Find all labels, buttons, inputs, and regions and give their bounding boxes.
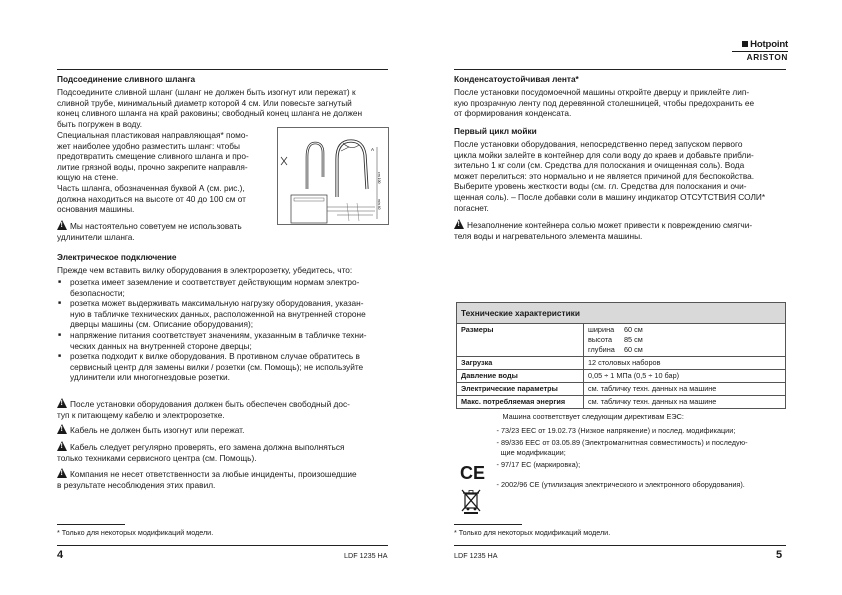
electric-warning-1: !После установки оборудования должен быть обеспечен свободный дос- туп к питающему кабелю и электророзетке. [57,398,397,420]
bottom-rule-left [57,545,388,546]
page-number-left: 4 [57,549,64,561]
drain-guide-paragraph: Специальная пластиковая направляющая* помо- жет наиболее удобно разместить шланг: чтобы предотвратить смещение сливного шланга и про- литие грязной воды, прочно закрепите направля- ющую на стене. Часть шланга, обозначенная буквой А (см. рис.), должна находиться на высоте от 40 до 100 см от основания машины. [57,130,249,215]
electric-heading: Электрическое подключение [57,252,177,262]
list-item: ■ розетка имеет заземление и соответствует действующим нормам электро- безопасности; [57,277,397,298]
electric-intro: Прежде чем вставить вилку оборудования в электророзетку, убедитесь, что: [57,265,353,275]
footnote-left: * Только для некоторых модификаций модели. [57,528,214,537]
table-row: Электрические параметры см. табличку техн. данных на машине [457,383,786,396]
table-row: Давление воды 0,05 ÷ 1 МПа (0,5 ÷ 10 бар) [457,370,786,383]
warning-icon [57,441,67,451]
model-right: LDF 1235 HA [454,551,498,560]
electric-warning-4: !Компания не несет ответственности за любые инциденты, произошедшие в результате несоблюдения этих правил. [57,468,397,490]
spec-table [456,302,786,516]
first-wash-warning: !Незаполнение контейнера солью может привести к повреждению смягчи- теля воды и нагревательного элемента машины. [454,219,790,241]
drain-heading: Подсоединение сливного шланга [57,74,196,84]
fig-label-min: min 40 [377,199,381,210]
electric-warning-2: !Кабель не должен быть изогнут или пережат. [57,424,397,436]
first-wash-paragraph: После установки оборудования, непосредственно перед запуском первого цикла мойки залейте в контейнер для соли воду до краев и добавьте прибли- зительно 1 кг соли (см. Средства для полоскания и очищенная соль). Вода может перелиться: это нормально и не является причиной для беспокойства. Выберите уровень жесткости воды (см. гл. Средства для полоскания и очи- щенная соль). – После добавки соли в машину индикатор ОТСУТСТВИЯ СОЛИ* погаснет. [454,139,766,213]
table-row [457,303,786,324]
drain-warning: !Мы настоятельно советуем не использовать удлинители шланга. [57,220,277,242]
first-wash-heading: Первый цикл мойки [454,126,537,136]
top-rule-left [57,69,388,70]
bottom-rule-right [454,545,786,546]
warning-icon [57,424,67,434]
table-row [457,409,786,517]
list-item: ■ розетка подходит к вилке оборудования. В противном случае обратитесь в сервисный центр для замены вилки / розетки (см. Помощь); не используйте удлинители или многогнездовые розетки. [57,351,397,383]
footnote-rule-left [57,524,125,525]
table-row: Макс. потребляемая энергия см. табличку техн. данных на машине [457,396,786,409]
warning-icon [57,468,67,478]
logo-square-icon [742,41,748,47]
drain-paragraph: Подсоедините сливной шланг (шланг не должен быть изогнут или пережат) к сливной трубе, минимальный диаметр которой 4 см. Или повесьте загнутый конец сливного шланга на край раковины; свободный конец шланга не должен быть погружен в воду. [57,87,363,129]
tape-paragraph: После установки посудомоечной машины откройте дверцу и приклейте лип- кую прозрачную ленту под деревянной столешницей, чтобы предохранить ее от формирования конденсата. [454,87,755,119]
drain-hose-figure [277,127,389,225]
tape-heading: Конденсатоустойчивая лента* [454,74,579,84]
logo-sub: ARISTON [746,52,788,63]
table-row: Загрузка 12 столовых наборов [457,357,786,370]
spec-title: Технические характеристики [457,303,786,324]
page-number-right: 5 [776,549,783,561]
electric-checklist [57,277,397,383]
list-item: ■ розетка может выдерживать максимальную нагрузку оборудования, указан- ную в табличке технических данных, расположенной на внутренней стороне дверцы машины (см. Описание оборудования); [57,298,397,330]
svg-text:CE: CE [460,463,486,483]
fig-label-cm: cm 100 [377,172,381,184]
table-row: Размеры ширина 60 см высота 85 см глубина 60 см [457,324,786,357]
ec-directives-cell: Машина соответствует следующим директивам ЕЭС: - 73/23 EEC от 19.02.73 (Низкое напряжение) и послед. модификации; - 89/336 EEC от 03.05.89 (Электромагнитная совместимость) и последую- щие модификации; - 97/17 EC (маркировка); - 2002/96 CE (утилизация электрического и электронного оборудования). [457,409,786,517]
sizes-cell: ширина 60 см высота 85 см глубина 60 см [584,324,786,357]
ce-mark-icon [460,462,486,483]
model-left: LDF 1235 HA [344,551,388,560]
warning-icon [57,220,67,230]
list-item: ■ напряжение питания соответствует значениям, указанным в табличке техни- ческих данных на внутренней стороне дверцы; [57,330,397,351]
hotpoint-ariston-logo [726,40,788,62]
fig-label-a: A [371,147,375,152]
footnote-right: * Только для некоторых модификаций модели. [454,528,611,537]
warning-icon [57,398,67,408]
crossed-bin-icon [460,488,482,514]
footnote-rule-right [454,524,522,525]
warning-icon [454,219,464,229]
logo-brand: Hotpoint [750,39,788,50]
electric-warning-3: !Кабель следует регулярно проверять, его замена должна выполняться только техниками сервисного центра (см. Помощь). [57,441,397,463]
top-rule-right [454,69,786,70]
